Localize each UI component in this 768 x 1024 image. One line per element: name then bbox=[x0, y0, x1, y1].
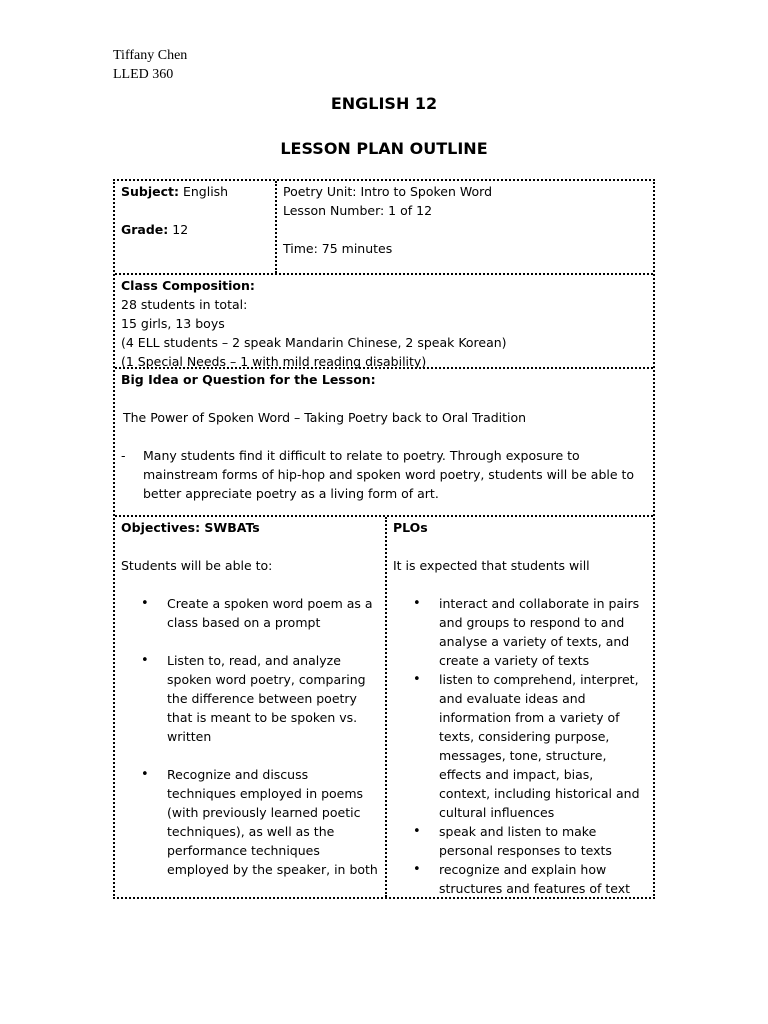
objective-text: Listen to, read, and analyze spoken word poetry, comparing the difference between poetry that is meant to be spoken vs. written bbox=[167, 653, 366, 744]
objective-text: Recognize and discuss techniques employed in poems (with previously learned poetic techniques), as well as the performance techniques employed by the speaker, in both bbox=[167, 767, 378, 877]
subject-grade-cell bbox=[115, 181, 277, 273]
objectives-plos-row bbox=[115, 517, 653, 897]
bullet-icon: • bbox=[413, 672, 421, 687]
plos-cell bbox=[387, 517, 653, 897]
subject-label: Subject: bbox=[121, 184, 179, 199]
plo-text: listen to comprehend, interpret, and evaluate ideas and information from a variety of texts, considering purpose, messages, tone, structure, effects and impact, bias, context, including historical and cultural influences bbox=[439, 672, 640, 820]
big-idea-statement: The Power of Spoken Word – Taking Poetry back to Oral Tradition bbox=[123, 410, 527, 425]
list-item bbox=[393, 822, 647, 860]
document-title: ENGLISH 12 bbox=[330, 94, 438, 113]
plo-text: interact and collaborate in pairs and groups to respond to and analyse a variety of texts, and create a variety of texts bbox=[439, 596, 640, 668]
list-item bbox=[393, 670, 647, 822]
course-code: LLED 360 bbox=[113, 67, 174, 82]
bullet-icon: • bbox=[413, 862, 421, 877]
plos-list bbox=[393, 594, 647, 897]
info-row bbox=[115, 181, 653, 275]
lesson-time: Time: 75 minutes bbox=[283, 241, 393, 256]
objectives-label: Objectives: SWBATs bbox=[121, 520, 260, 535]
list-item bbox=[121, 765, 379, 879]
composition-line: 28 students in total: bbox=[121, 297, 248, 312]
subject-value: English bbox=[179, 184, 229, 199]
bullet-icon: • bbox=[413, 596, 421, 611]
plo-text: speak and listen to make personal responses to texts bbox=[439, 824, 612, 858]
class-composition-cell bbox=[115, 275, 653, 367]
grade-value: 12 bbox=[168, 222, 189, 237]
list-item bbox=[393, 594, 647, 670]
big-idea-cell bbox=[115, 369, 653, 515]
unit-name: Poetry Unit: Intro to Spoken Word bbox=[283, 184, 493, 199]
big-idea-label: Big Idea or Question for the Lesson: bbox=[121, 372, 376, 387]
bullet-icon: • bbox=[141, 767, 149, 782]
author-name: Tiffany Chen bbox=[113, 48, 188, 63]
author-block bbox=[113, 46, 187, 84]
lesson-plan-table bbox=[113, 179, 655, 899]
bullet-icon: • bbox=[413, 824, 421, 839]
grade-label: Grade: bbox=[121, 222, 169, 237]
bullet-icon: • bbox=[141, 653, 149, 668]
class-composition-label: Class Composition: bbox=[121, 278, 255, 293]
big-idea-detail: Many students find it difficult to relate to poetry. Through exposure to mainstream forms of hip-hop and spoken word poetry, students will be able to better appreciate poetry as a living form of art. bbox=[143, 448, 635, 501]
plos-label: PLOs bbox=[393, 520, 428, 535]
list-item bbox=[393, 860, 647, 897]
objectives-intro: Students will be able to: bbox=[121, 558, 273, 573]
unit-cell bbox=[277, 181, 653, 273]
plos-intro: It is expected that students will bbox=[393, 558, 590, 573]
objectives-list bbox=[121, 594, 379, 879]
objective-text: Create a spoken word poem as a class based on a prompt bbox=[167, 596, 373, 630]
plo-text: recognize and explain how structures and features of text bbox=[439, 862, 631, 896]
objectives-cell bbox=[115, 517, 387, 897]
list-item bbox=[121, 594, 379, 632]
document-subtitle: LESSON PLAN OUTLINE bbox=[280, 139, 488, 158]
bullet-icon: • bbox=[141, 596, 149, 611]
big-idea-detail-item bbox=[121, 446, 647, 503]
class-composition-row bbox=[115, 275, 653, 369]
composition-line: (4 ELL students – 2 speak Mandarin Chinese, 2 speak Korean) bbox=[121, 335, 507, 350]
list-item bbox=[121, 651, 379, 746]
composition-line: (1 Special Needs – 1 with mild reading disability) bbox=[121, 354, 427, 369]
composition-line: 15 girls, 13 boys bbox=[121, 316, 225, 331]
big-idea-row bbox=[115, 369, 653, 517]
dash-marker: - bbox=[121, 448, 126, 463]
lesson-number: Lesson Number: 1 of 12 bbox=[283, 203, 433, 218]
